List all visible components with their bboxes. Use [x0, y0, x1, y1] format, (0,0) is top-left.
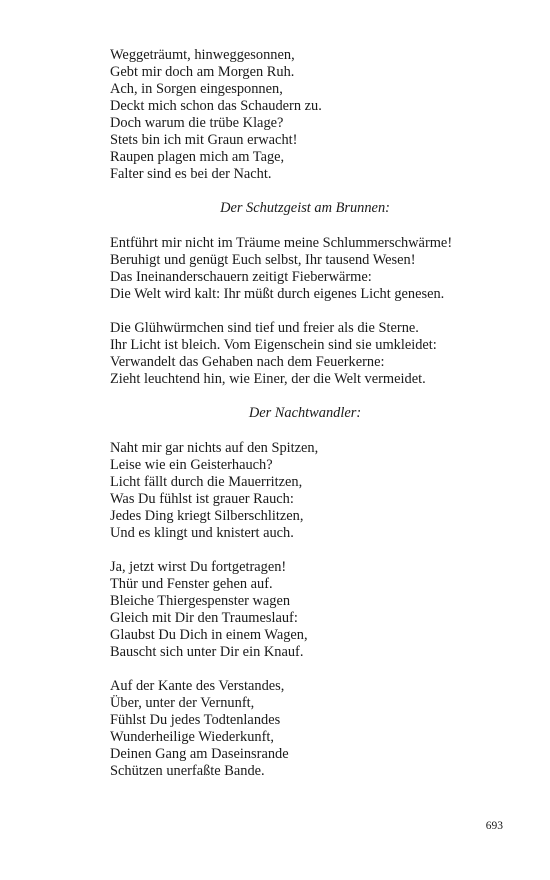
- verse-line: Fühlst Du jedes Todtenlandes: [110, 712, 281, 728]
- verse-line: Die Glühwürmchen sind tief und freier als die Sterne.: [110, 320, 419, 336]
- verse-line: Gebt mir doch am Morgen Ruh.: [110, 64, 295, 80]
- verse-line: Thür und Fenster gehen auf.: [110, 576, 273, 592]
- verse-line: Naht mir gar nichts auf den Spitzen,: [110, 440, 319, 456]
- verse-line: Ja, jetzt wirst Du fortgetragen!: [110, 559, 287, 575]
- stanza-4: [110, 440, 500, 542]
- verse-line: Falter sind es bei der Nacht.: [110, 166, 272, 182]
- verse-line: Das Ineinanderschauern zeitigt Fieberwärme:: [110, 269, 372, 285]
- verse-line: Über, unter der Vernunft,: [110, 695, 255, 711]
- stanza-1: [110, 47, 500, 183]
- stanza-5: [110, 559, 500, 661]
- verse-line: Beruhigt und genügt Euch selbst, Ihr tausend Wesen!: [110, 252, 416, 268]
- verse-line: Raupen plagen mich am Tage,: [110, 149, 285, 165]
- verse-line: Gleich mit Dir den Traumeslauf:: [110, 610, 298, 626]
- verse-line: Jedes Ding kriegt Silberschlitzen,: [110, 508, 304, 524]
- verse-line: Bleiche Thiergespenster wagen: [110, 593, 291, 609]
- section-heading-schutzgeist: Der Schutzgeist am Brunnen:: [220, 200, 390, 216]
- stanza-6: [110, 678, 500, 780]
- stanza-3: [110, 320, 500, 388]
- verse-line: Doch warum die trübe Klage?: [110, 115, 284, 131]
- verse-line: Zieht leuchtend hin, wie Einer, der die Welt vermeidet.: [110, 371, 426, 387]
- page-number: 693: [485, 820, 503, 832]
- verse-line: Glaubst Du Dich in einem Wagen,: [110, 627, 308, 643]
- stanza-2: [110, 235, 500, 303]
- verse-line: Entführt mir nicht im Träume meine Schlummerschwärme!: [110, 235, 453, 251]
- verse-line: Leise wie ein Geisterhauch?: [110, 457, 273, 473]
- verse-line: Deinen Gang am Daseinsrande: [110, 746, 289, 762]
- verse-line: Stets bin ich mit Graun erwacht!: [110, 132, 298, 148]
- verse-line: Bauscht sich unter Dir ein Knauf.: [110, 644, 304, 660]
- verse-line: Weggeträumt, hinweggesonnen,: [110, 47, 295, 63]
- verse-line: Schützen unerfaßte Bande.: [110, 763, 265, 779]
- verse-line: Wunderheilige Wiederkunft,: [110, 729, 275, 745]
- verse-line: Die Welt wird kalt: Ihr müßt durch eigenes Licht genesen.: [110, 286, 445, 302]
- verse-line: Und es klingt und knistert auch.: [110, 525, 294, 541]
- verse-line: Was Du fühlst ist grauer Rauch:: [110, 491, 294, 507]
- verse-line: Auf der Kante des Verstandes,: [110, 678, 285, 694]
- verse-line: Ihr Licht ist bleich. Vom Eigenschein sind sie umkleidet:: [110, 337, 437, 353]
- poem-text: [110, 47, 500, 797]
- verse-line: Licht fällt durch die Mauerritzen,: [110, 474, 303, 490]
- verse-line: Ach, in Sorgen eingesponnen,: [110, 81, 283, 97]
- section-heading-nachtwandler: Der Nachtwandler:: [248, 405, 362, 421]
- verse-line: Verwandelt das Gehaben nach dem Feuerkerne:: [110, 354, 385, 370]
- verse-line: Deckt mich schon das Schaudern zu.: [110, 98, 322, 114]
